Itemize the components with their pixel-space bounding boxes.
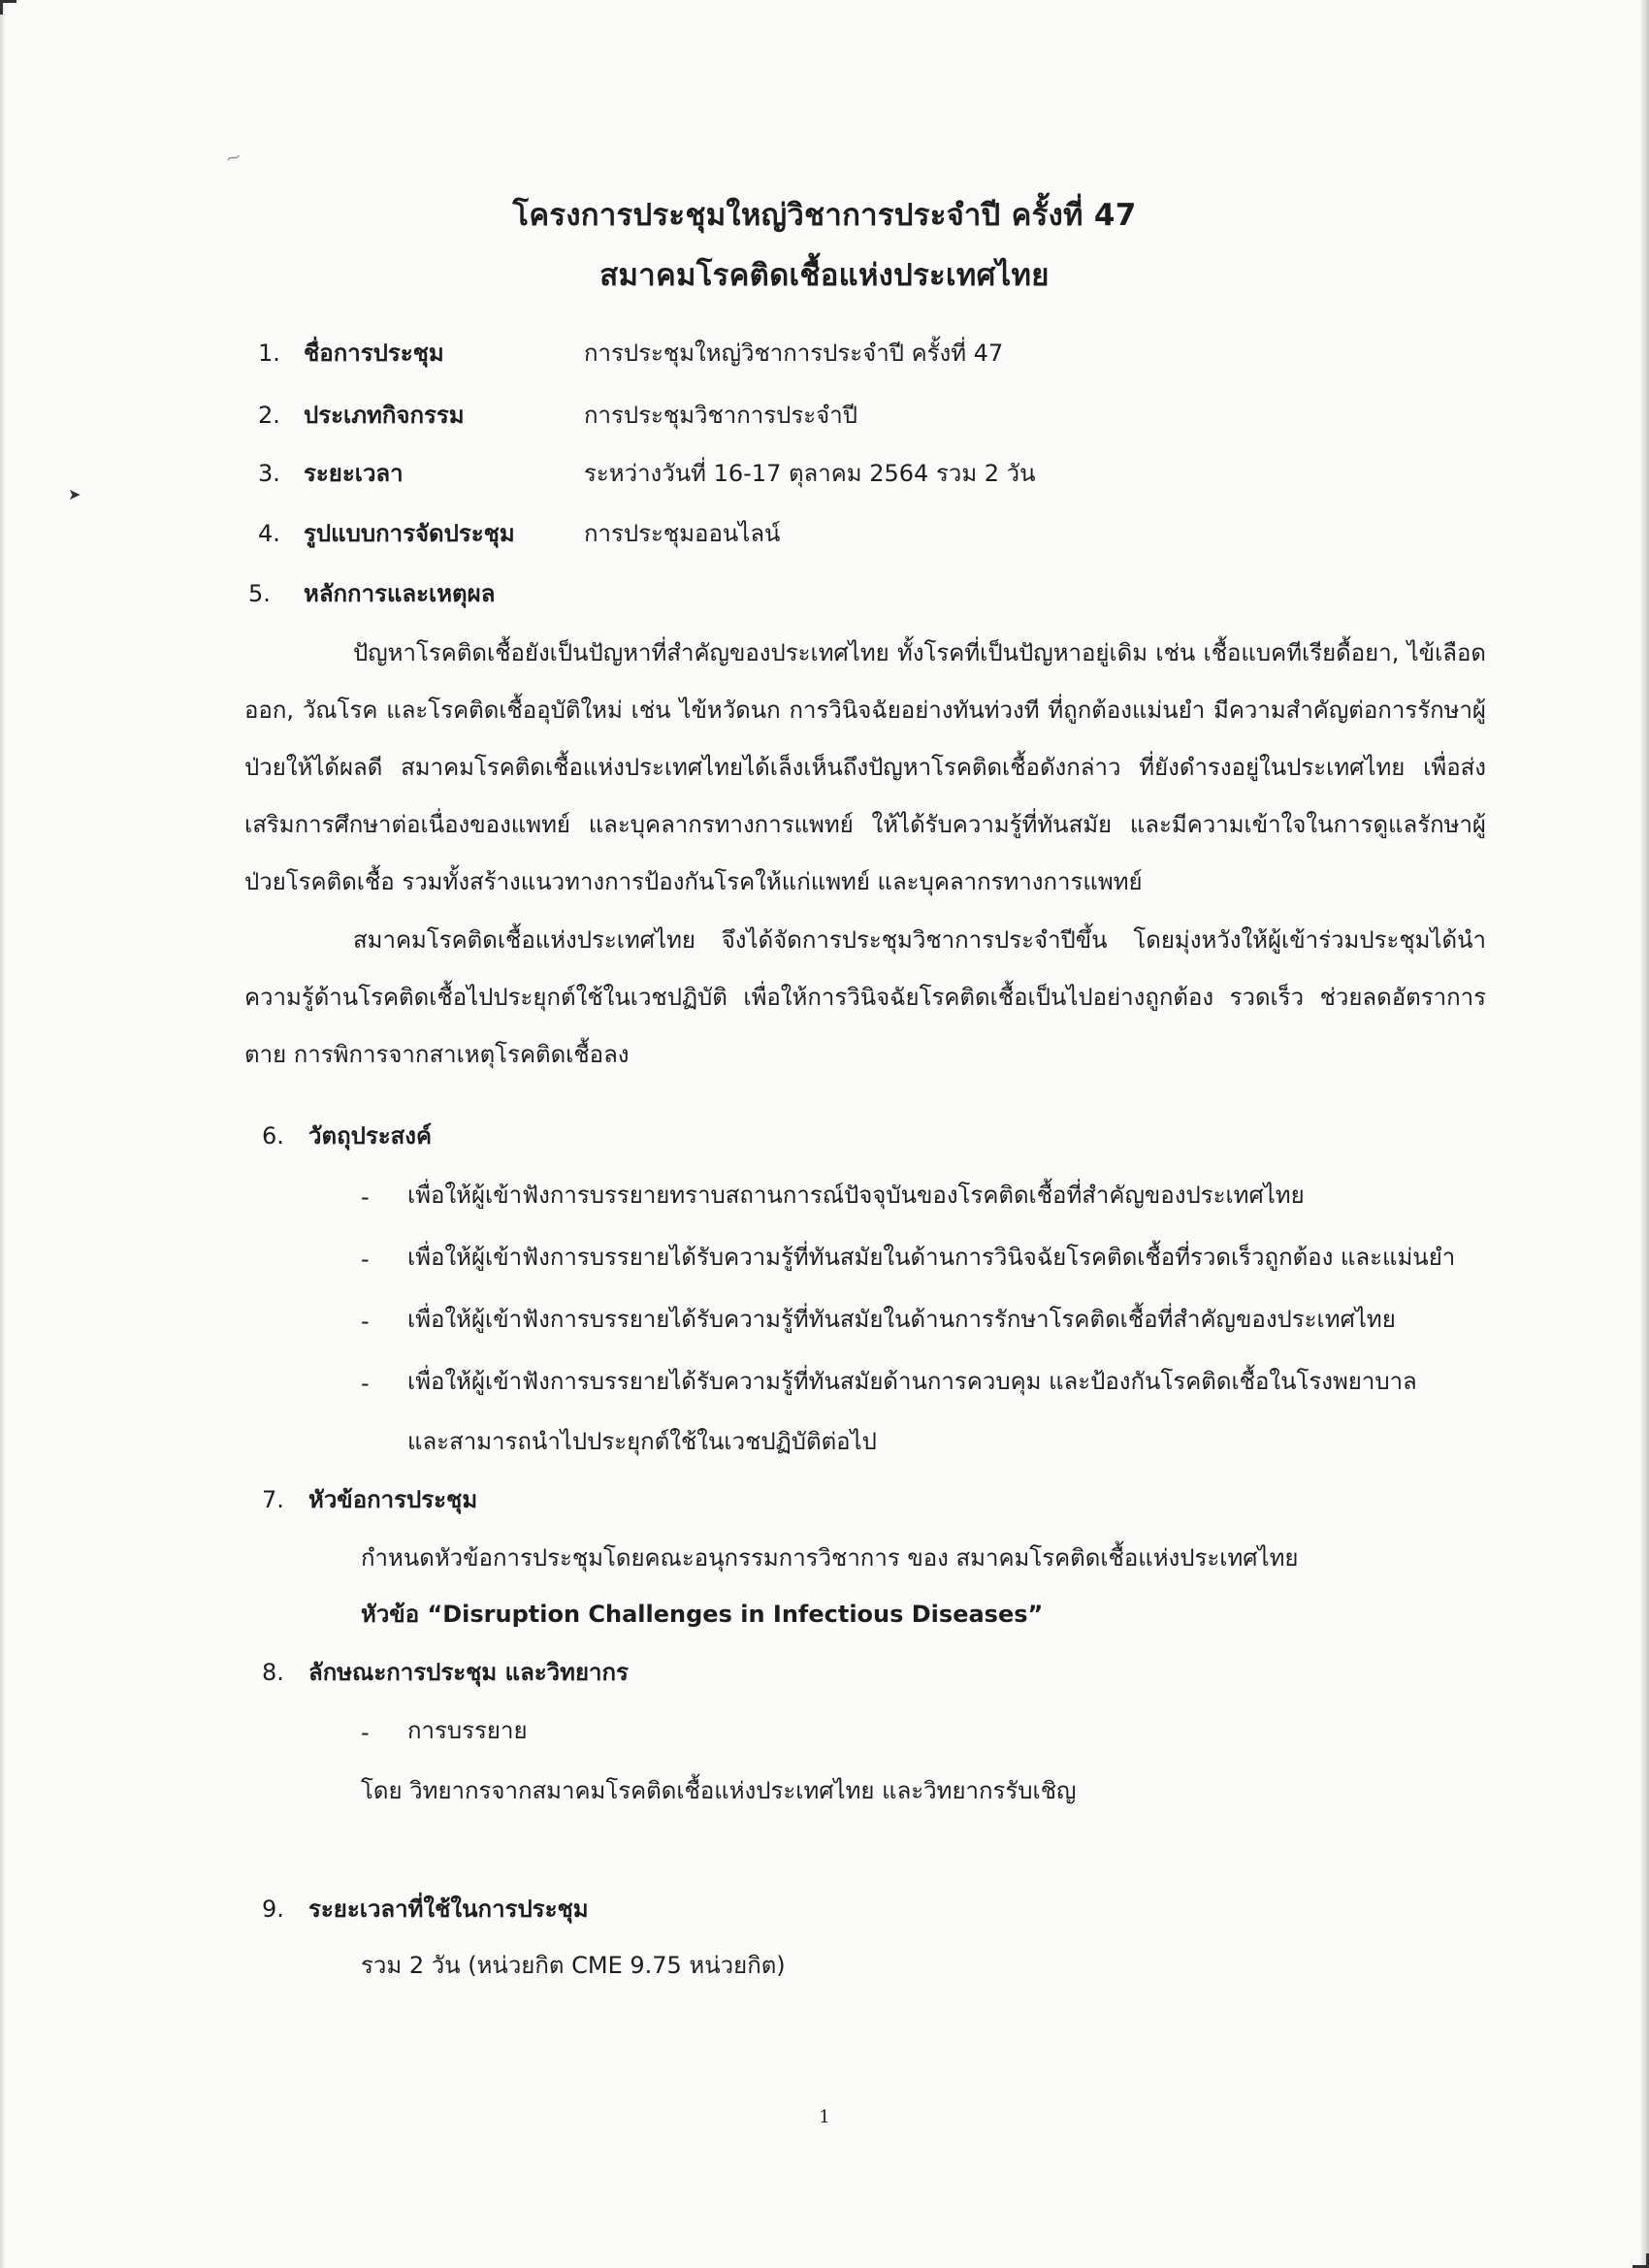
section-number: 7. [262, 1486, 284, 1513]
objective-item-continuation: และสามารถนำไปประยุกต์ใช้ในเวชปฏิบัติต่อไป [407, 1428, 877, 1455]
document-subtitle: สมาคมโรคติดเชื้อแห่งประเทศไทย [599, 258, 1050, 293]
scan-mark: ➤ [68, 485, 81, 503]
item-number: 3. [258, 460, 280, 487]
list-dash: - [361, 1183, 370, 1211]
duration-value: รวม 2 วัน (หน่วยกิต CME 9.75 หน่วยกิต) [361, 1952, 786, 1979]
scan-edge [1639, 0, 1649, 2268]
rationale-paragraph-1 [244, 625, 1486, 911]
document-title: โครงการประชุมใหญ่วิชาการประจำปี ครั้งที่ 47 [512, 198, 1137, 233]
item-value: การประชุมใหญ่วิชาการประจำปี ครั้งที่ 47 [584, 340, 1004, 367]
section-number: 9. [262, 1895, 284, 1923]
item-number: 1. [258, 340, 280, 367]
objective-item: เพื่อให้ผู้เข้าฟังการบรรยายทราบสถานการณ์ปัจจุบันของโรคติดเชื้อที่สำคัญของประเทศไทย [407, 1182, 1305, 1209]
scan-corner-mark [1633, 2253, 1649, 2268]
item-number: 2. [258, 402, 280, 429]
item-value: การประชุมวิชาการประจำปี [584, 402, 857, 429]
section-label: ระยะเวลาที่ใช้ในการประชุม [308, 1895, 589, 1923]
item-label: ระยะเวลา [304, 460, 404, 487]
scan-smudge: ~ [222, 144, 244, 171]
objective-item: เพื่อให้ผู้เข้าฟังการบรรยายได้รับความรู้ที่ทันสมัยในด้านการวินิจฉัยโรคติดเชื้อที่รวดเร็วถูกต้อง และแม่นยำ [407, 1244, 1456, 1271]
speakers-text: โดย วิทยากรจากสมาคมโรคติดเชื้อแห่งประเทศไทย และวิทยากรรับเชิญ [361, 1777, 1077, 1804]
list-dash: - [361, 1370, 370, 1397]
item-value: การประชุมออนไลน์ [584, 520, 781, 547]
format-item: การบรรยาย [407, 1717, 528, 1744]
section-number: 8. [262, 1659, 284, 1686]
list-dash: - [361, 1246, 370, 1273]
item-value: ระหว่างวันที่ 16-17 ตุลาคม 2564 รวม 2 วัน [584, 460, 1036, 487]
topic-title: หัวข้อ “Disruption Challenges in Infectious Diseases” [361, 1601, 1044, 1628]
scan-corner-mark [0, 0, 16, 15]
item-number: 5. [248, 580, 271, 607]
item-label: รูปแบบการจัดประชุม [304, 520, 515, 547]
item-label: หลักการและเหตุผล [304, 580, 496, 607]
objective-item: เพื่อให้ผู้เข้าฟังการบรรยายได้รับความรู้ที่ทันสมัยด้านการควบคุม และป้องกันโรคติดเชื้อในโรงพยาบาล [407, 1368, 1417, 1395]
scan-edge [0, 0, 6, 2268]
section-label: หัวข้อการประชุม [308, 1486, 478, 1513]
item-number: 4. [258, 520, 280, 547]
rationale-text-2: สมาคมโรคติดเชื้อแห่งประเทศไทย จึงได้จัดการประชุมวิชาการประจำปีขึ้น โดยมุ่งหวังให้ผู้เข้าร่วมประชุมได้นำความรู้ด้านโรคติดเชื้อไปประยุกต์ใช้ในเวชปฏิบัติ เพื่อให้การวินิจฉัยโรคติดเชื้อเป็นไปอย่างถูกต้อง รวดเร็ว ช่วยลดอัตราการตาย การพิการจากสาเหตุโรคติดเชื้อลง [244, 926, 1486, 1068]
rationale-text-1: ปัญหาโรคติดเชื้อยังเป็นปัญหาที่สำคัญของประเทศไทย ทั้งโรคที่เป็นปัญหาอยู่เดิม เช่น เชื้อแบคทีเรียดื้อยา, ไข้เลือดออก, วัณโรค และโรคติดเชื้ออุบัติใหม่ เช่น ไข้หวัดนก การวินิจฉัยอย่างทันท่วงที ที่ถูกต้องแม่นยำ มีความสำคัญต่อการรักษาผู้ป่วยให้ได้ผลดี สมาคมโรคติดเชื้อแห่งประเทศไทยได้เล็งเห็นถึงปัญหาโรคติดเชื้อดังกล่าว ที่ยังดำรงอยู่ในประเทศไทย เพื่อส่งเสริมการศึกษาต่อเนื่องของแพทย์ และบุคลากรทางการแพทย์ ให้ได้รับความรู้ที่ทันสมัย และมีความเข้าใจในการดูแลรักษาผู้ป่วยโรคติดเชื้อ รวมทั้งสร้างแนวทางการป้องกันโรคให้แก่แพทย์ และบุคลากรทางการแพทย์ [244, 639, 1486, 895]
item-label: ชื่อการประชุม [304, 340, 444, 367]
section-label: วัตถุประสงค์ [308, 1122, 433, 1150]
section-label: ลักษณะการประชุม และวิทยากร [308, 1659, 629, 1686]
rationale-paragraph-2 [244, 912, 1486, 1084]
section-number: 6. [262, 1122, 284, 1150]
list-dash: - [361, 1308, 370, 1335]
objective-item: เพื่อให้ผู้เข้าฟังการบรรยายได้รับความรู้ที่ทันสมัยในด้านการรักษาโรคติดเชื้อที่สำคัญของประเทศไทย [407, 1306, 1396, 1333]
topic-description: กำหนดหัวข้อการประชุมโดยคณะอนุกรรมการวิชาการ ของ สมาคมโรคติดเชื้อแห่งประเทศไทย [361, 1544, 1299, 1571]
item-label: ประเภทกิจกรรม [304, 402, 465, 429]
list-dash: - [361, 1719, 370, 1746]
page-number: 1 [819, 2107, 830, 2127]
